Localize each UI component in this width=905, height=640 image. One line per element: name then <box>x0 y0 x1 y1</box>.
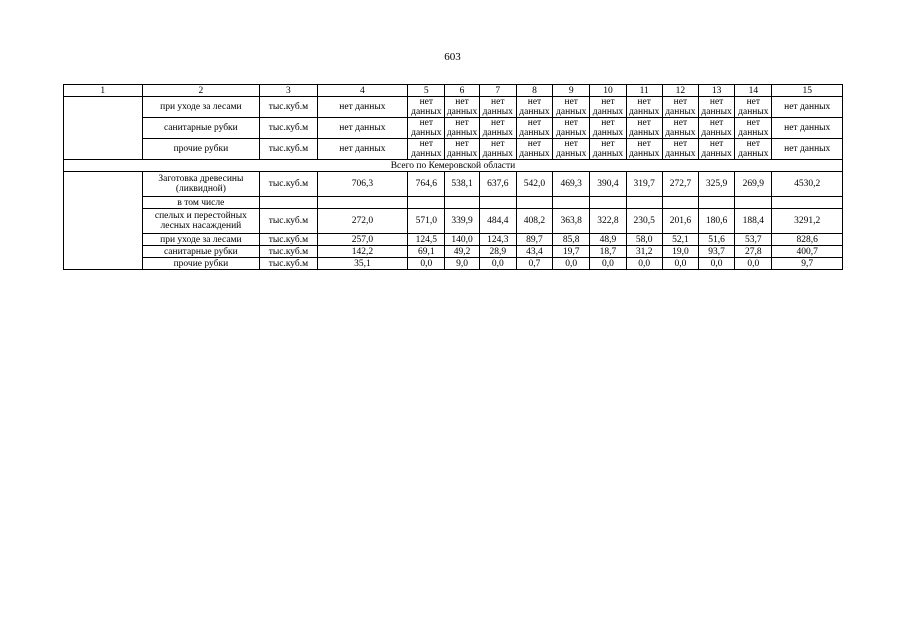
row-label: санитарные рубки <box>142 246 260 258</box>
unit-cell: тыс.куб.м <box>260 97 317 118</box>
value-cell: 363,8 <box>553 209 590 234</box>
column-header: 10 <box>590 85 626 97</box>
value-cell: 484,4 <box>479 209 516 234</box>
value-cell <box>735 197 772 209</box>
value-cell: нет данных <box>446 118 478 138</box>
value-cell <box>553 197 590 209</box>
value-cell: нет данных <box>626 97 662 118</box>
value-cell: 0,0 <box>408 258 445 270</box>
table-row <box>64 258 843 270</box>
column-header: 7 <box>479 85 516 97</box>
value-cell: нет данных <box>446 97 478 117</box>
value-cell: 49,2 <box>445 246 479 258</box>
empty-cell <box>64 97 143 160</box>
value-cell: 322,8 <box>590 209 626 234</box>
unit-cell: тыс.куб.м <box>260 258 317 270</box>
value-cell: нет данных <box>317 118 408 139</box>
value-cell: 764,6 <box>408 172 445 197</box>
value-cell: 9,0 <box>445 258 479 270</box>
value-cell: 0,0 <box>479 258 516 270</box>
value-cell <box>479 197 516 209</box>
table-row <box>64 97 843 118</box>
value-cell: 48,9 <box>590 234 626 246</box>
value-cell: 9,7 <box>772 258 843 270</box>
value-cell: 0,0 <box>698 258 734 270</box>
value-cell: 0,0 <box>735 258 772 270</box>
value-cell <box>590 197 626 209</box>
value-cell: 142,2 <box>317 246 408 258</box>
page-number: 603 <box>444 51 461 63</box>
table-row <box>64 197 843 209</box>
value-cell <box>516 197 552 209</box>
value-cell <box>626 197 662 209</box>
table-row <box>64 209 843 234</box>
row-label: прочие рубки <box>142 258 260 270</box>
column-header: 1 <box>64 85 143 97</box>
value-cell: 89,7 <box>516 234 552 246</box>
value-cell <box>662 197 698 209</box>
value-cell: 85,8 <box>553 234 590 246</box>
value-cell: нет данных <box>590 97 626 118</box>
value-cell: 69,1 <box>408 246 445 258</box>
value-cell: 124,3 <box>479 234 516 246</box>
value-cell: 28,9 <box>479 246 516 258</box>
value-cell: 58,0 <box>626 234 662 246</box>
value-cell: 3291,2 <box>772 209 843 234</box>
value-cell: 319,7 <box>626 172 662 197</box>
value-cell: 272,7 <box>662 172 698 197</box>
value-cell: нет данных <box>590 139 626 160</box>
value-cell: нет данных <box>479 97 516 118</box>
column-header: 14 <box>735 85 772 97</box>
value-cell: нет данных <box>735 118 772 139</box>
unit-cell: тыс.куб.м <box>260 139 317 160</box>
column-header: 3 <box>260 85 317 97</box>
value-cell <box>772 197 843 209</box>
value-cell <box>445 197 479 209</box>
value-cell: нет данных <box>446 139 478 159</box>
value-cell: нет данных <box>772 139 843 160</box>
value-cell: 0,0 <box>553 258 590 270</box>
value-cell: нет данных <box>408 118 445 139</box>
table-row <box>64 172 843 197</box>
value-cell: 408,2 <box>516 209 552 234</box>
value-cell <box>698 197 734 209</box>
table-body <box>64 85 843 270</box>
unit-cell <box>260 197 317 209</box>
unit-cell: тыс.куб.м <box>260 246 317 258</box>
column-header: 9 <box>553 85 590 97</box>
value-cell: 124,5 <box>408 234 445 246</box>
value-cell: нет данных <box>772 118 843 139</box>
value-cell: 828,6 <box>772 234 843 246</box>
value-cell: 0,0 <box>662 258 698 270</box>
unit-cell: тыс.куб.м <box>260 118 317 139</box>
value-cell: 93,7 <box>698 246 734 258</box>
value-cell: 325,9 <box>698 172 734 197</box>
value-cell: нет данных <box>317 139 408 160</box>
value-cell: 35,1 <box>317 258 408 270</box>
value-cell: нет данных <box>662 139 698 160</box>
section-title: Всего по Кемеровской области <box>64 160 843 172</box>
value-cell: 230,5 <box>626 209 662 234</box>
value-cell: нет данных <box>516 97 552 118</box>
value-cell: 400,7 <box>772 246 843 258</box>
value-cell <box>317 197 408 209</box>
value-cell: нет данных <box>772 97 843 118</box>
section-row <box>64 160 843 172</box>
unit-cell: тыс.куб.м <box>260 234 317 246</box>
value-cell: 706,3 <box>317 172 408 197</box>
value-cell: 19,7 <box>553 246 590 258</box>
value-cell: нет данных <box>626 139 662 160</box>
value-cell: 257,0 <box>317 234 408 246</box>
value-cell: нет данных <box>408 97 445 118</box>
value-cell: нет данных <box>553 97 590 118</box>
value-cell: нет данных <box>516 118 552 139</box>
row-label: Заготовка древесины (ликвидной) <box>142 172 260 197</box>
value-cell: нет данных <box>516 139 552 160</box>
value-cell: нет данных <box>553 139 590 160</box>
value-cell: 0,0 <box>626 258 662 270</box>
value-cell: 201,6 <box>662 209 698 234</box>
unit-cell: тыс.куб.м <box>260 172 317 197</box>
column-header: 8 <box>516 85 552 97</box>
value-cell: 571,0 <box>408 209 445 234</box>
data-table <box>63 84 843 270</box>
row-label: при уходе за лесами <box>142 234 260 246</box>
row-label: в том числе <box>142 197 260 209</box>
value-cell: 0,0 <box>590 258 626 270</box>
table-row <box>64 246 843 258</box>
value-cell <box>408 197 445 209</box>
table-row <box>64 118 843 139</box>
column-header: 5 <box>408 85 445 97</box>
value-cell: нет данных <box>662 97 698 118</box>
value-cell: нет данных <box>479 118 516 139</box>
value-cell: нет данных <box>317 97 408 118</box>
value-cell: 43,4 <box>516 246 552 258</box>
value-cell: нет данных <box>698 139 734 160</box>
value-cell: нет данных <box>590 118 626 139</box>
value-cell: 272,0 <box>317 209 408 234</box>
value-cell: 0,7 <box>516 258 552 270</box>
value-cell: 542,0 <box>516 172 552 197</box>
value-cell: нет данных <box>662 118 698 139</box>
table-row <box>64 139 843 160</box>
value-cell: 27,8 <box>735 246 772 258</box>
value-cell: 53,7 <box>735 234 772 246</box>
empty-cell <box>64 172 143 270</box>
column-header: 12 <box>662 85 698 97</box>
unit-cell: тыс.куб.м <box>260 209 317 234</box>
value-cell: 18,7 <box>590 246 626 258</box>
value-cell: 140,0 <box>445 234 479 246</box>
value-cell: 469,3 <box>553 172 590 197</box>
value-cell: нет данных <box>698 97 734 118</box>
column-header: 2 <box>142 85 260 97</box>
header-row <box>64 85 843 97</box>
value-cell: 19,0 <box>662 246 698 258</box>
value-cell: 339,9 <box>445 209 479 234</box>
column-header: 11 <box>626 85 662 97</box>
row-label: при уходе за лесами <box>142 97 260 118</box>
value-cell: нет данных <box>735 139 772 160</box>
value-cell: 538,1 <box>445 172 479 197</box>
value-cell: 188,4 <box>735 209 772 234</box>
value-cell: нет данных <box>553 118 590 139</box>
column-header: 6 <box>445 85 479 97</box>
value-cell: нет данных <box>735 97 772 118</box>
value-cell: нет данных <box>408 139 445 160</box>
row-label: санитарные рубки <box>142 118 260 139</box>
column-header: 13 <box>698 85 734 97</box>
value-cell: нет данных <box>479 139 516 160</box>
row-label: прочие рубки <box>142 139 260 160</box>
value-cell: 4530,2 <box>772 172 843 197</box>
value-cell: 269,9 <box>735 172 772 197</box>
value-cell: нет данных <box>698 118 734 139</box>
value-cell: 51,6 <box>698 234 734 246</box>
table-row <box>64 234 843 246</box>
value-cell: 390,4 <box>590 172 626 197</box>
row-label: спелых и перестойных лесных насаждений <box>142 209 260 234</box>
value-cell: 180,6 <box>698 209 734 234</box>
value-cell: 31,2 <box>626 246 662 258</box>
column-header: 15 <box>772 85 843 97</box>
value-cell: нет данных <box>626 118 662 139</box>
value-cell: 52,1 <box>662 234 698 246</box>
value-cell: 637,6 <box>479 172 516 197</box>
column-header: 4 <box>317 85 408 97</box>
